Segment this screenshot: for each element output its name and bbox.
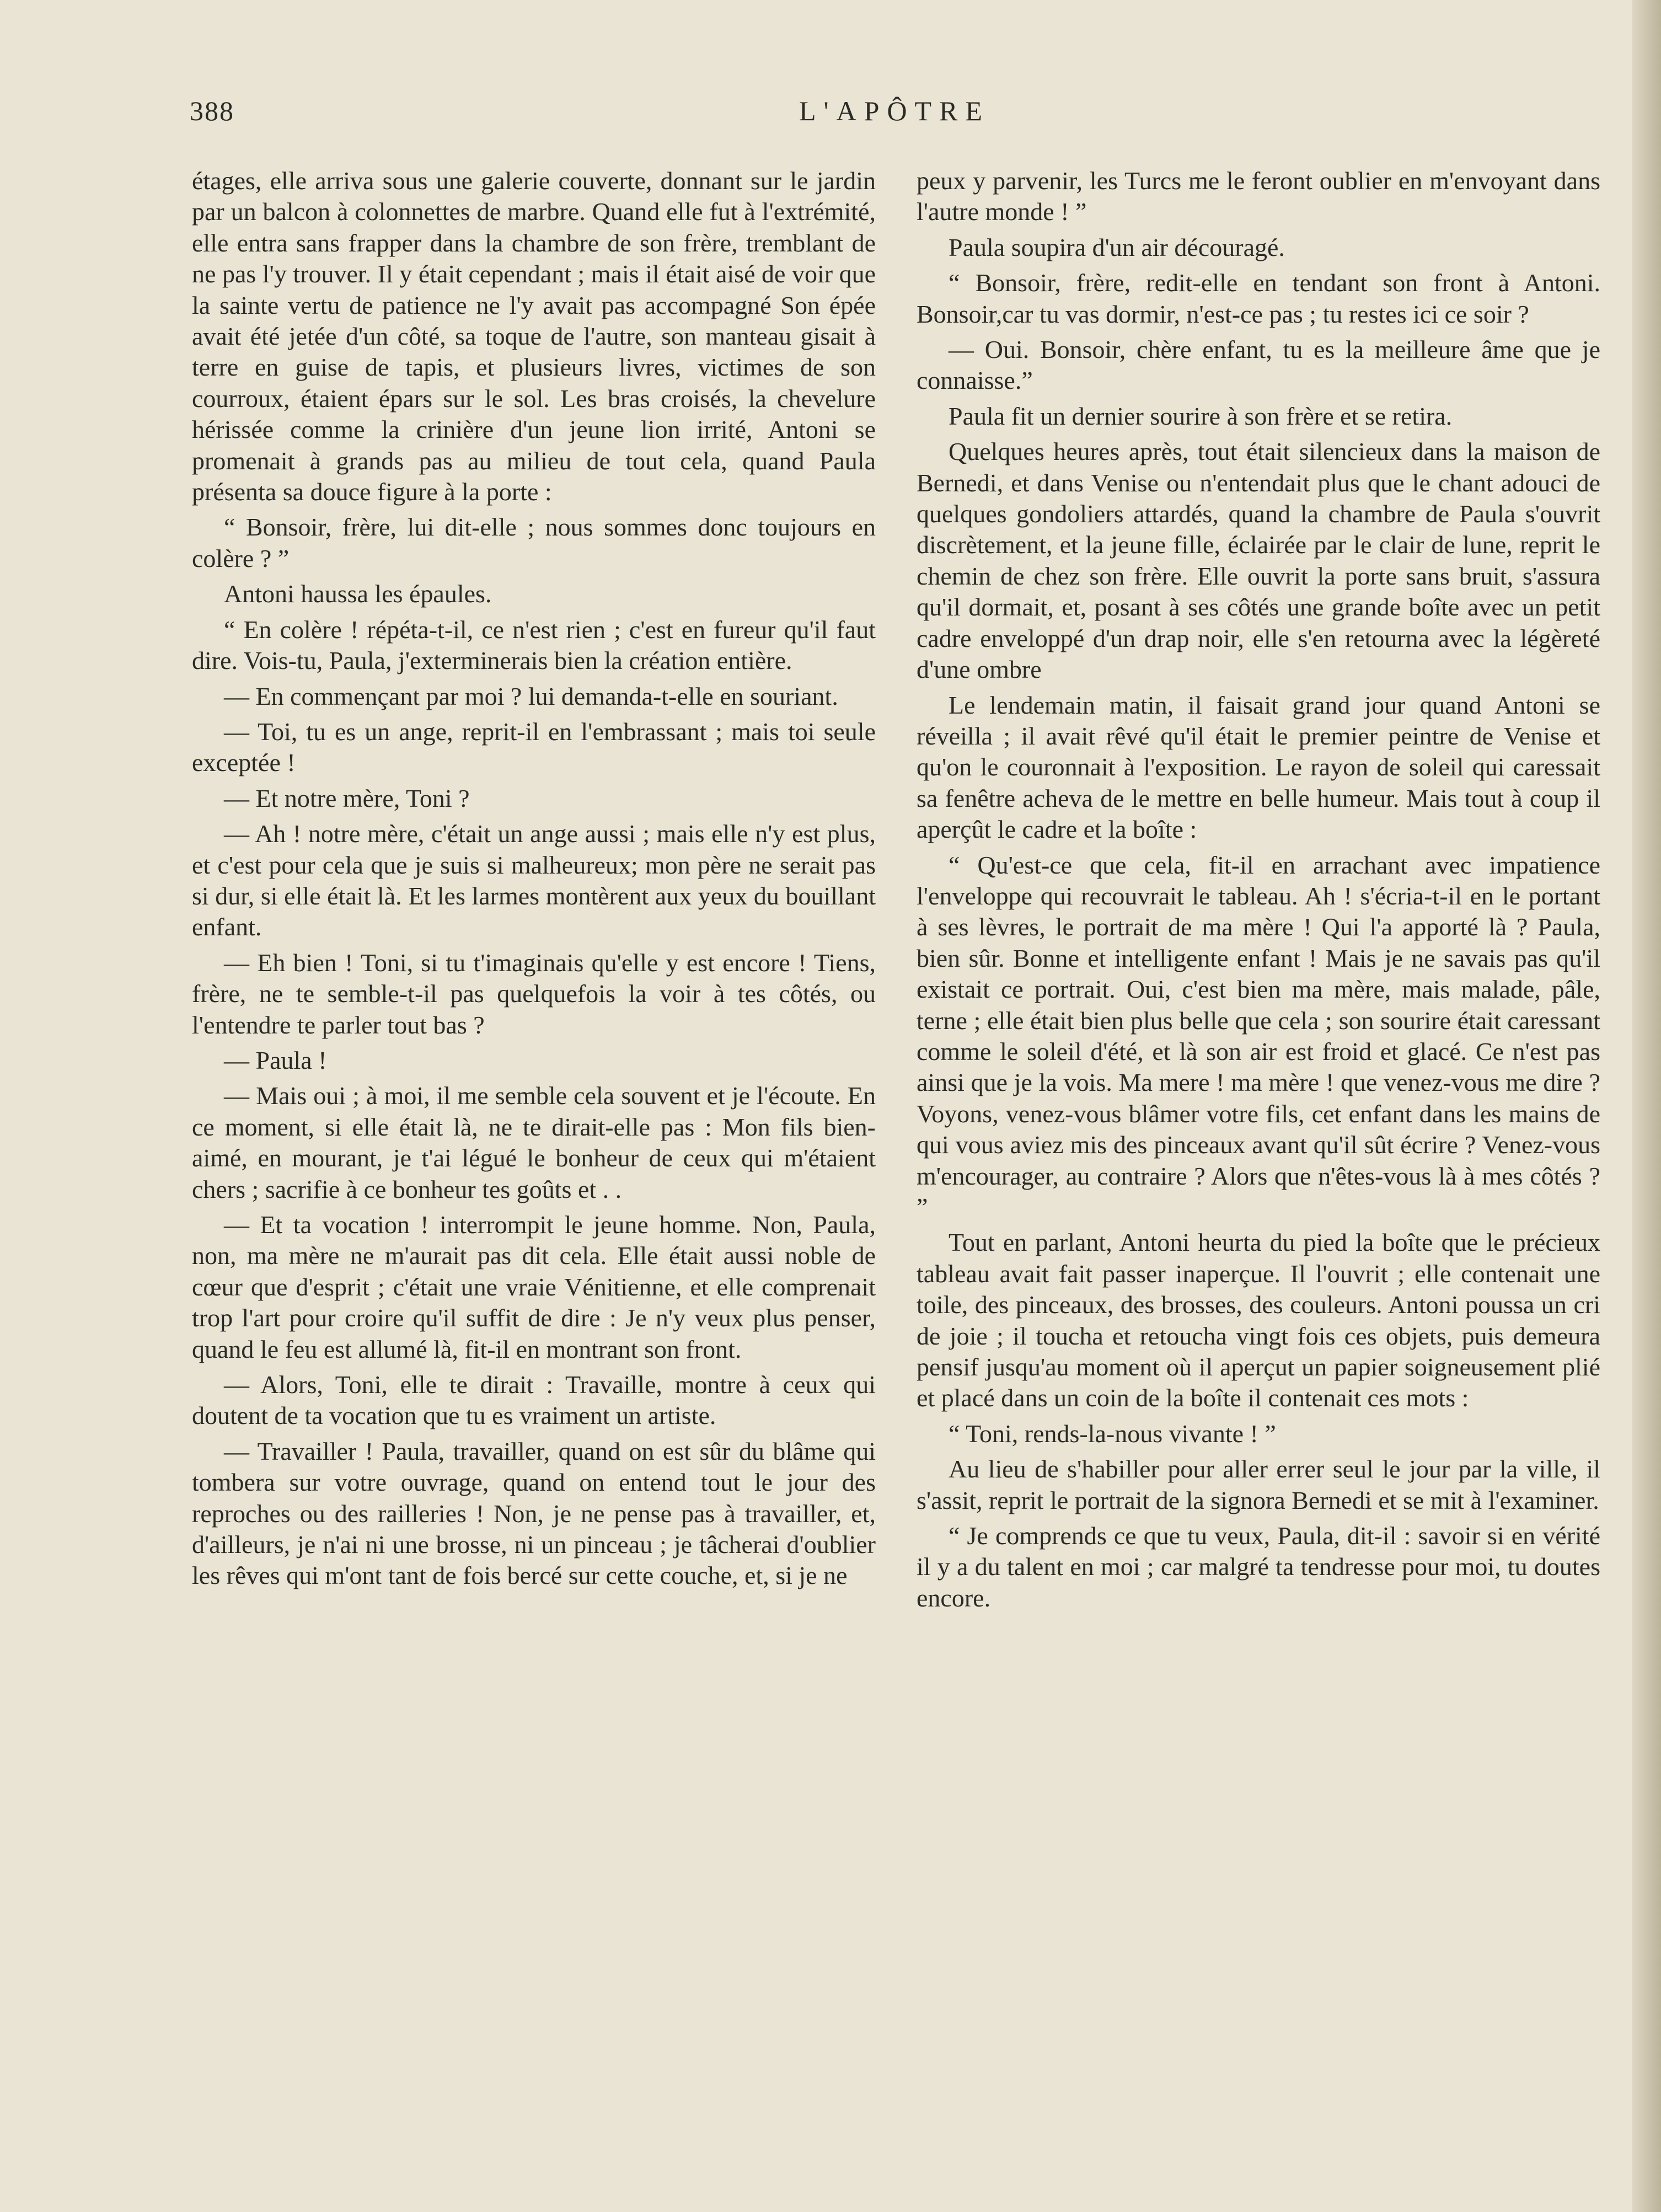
paragraph: — Ah ! notre mère, c'était un ange aussi ; mais elle n'y est plus, et c'est pour cela que je suis si malheureux; mon père ne serait pas si dur, si elle était là. Et les larmes montèrent aux yeux du bouillant enfant. <box>192 820 876 941</box>
paragraph: — Travailler ! Paula, travailler, quand on est sûr du blâme qui tombera sur votre ouvrage, quand on entend tout le jour des reproches ou des railleries ! Non, je ne pense pas à travailler, et, d'ailleurs, je n'ai ni une brosse, ni un pinceau ; je tâcherai d'oublier les rêves qui m'ont tant de fois bercé sur cette couche, et, si je ne <box>192 1437 876 1590</box>
paragraph: Quelques heures après, tout était silencieux dans la maison de Bernedi, et dans Venise ou n'entendait plus que le chant adouci de quelques gondoliers attardés, quand la chambre de Paula s'ouvrit discrètement, et la jeune fille, éclairée par le clair de lune, reprit le chemin de chez son frère. Elle ouvrit la porte sans bruit, s'assura qu'il dormait, et, posant à ses côtés une grande boîte avec un petit cadre enveloppé d'un drap noir, elle s'en retourna avec la légèreté d'une ombre <box>917 437 1600 684</box>
paragraph: peux y parvenir, les Turcs me le feront oublier en m'envoyant dans l'autre monde ! ” <box>917 167 1600 226</box>
paragraph: “ Bonsoir, frère, redit-elle en tendant son front à Antoni. Bonsoir,car tu vas dormir, n'est-ce pas ; tu restes ici ce soir ? <box>917 269 1600 328</box>
paragraph: — Eh bien ! Toni, si tu t'imaginais qu'elle y est encore ! Tiens, frère, ne te semble-t-il pas quelquefois la voir à tes côtés, ou l'entendre te parler tout bas ? <box>192 948 876 1039</box>
paragraph: “ Qu'est-ce que cela, fit-il en arrachant avec impatience l'enveloppe qui recouvrait le tableau. Ah ! s'écria-t-il en le portant à ses lèvres, le portrait de ma mère ! Qui l'a apporté là ? Paula, bien sûr. Bonne et intelligente enfant ! Mais je ne savais pas qu'il existait ce portrait. Oui, c'est bien ma mère, mais malade, pâle, terne ; elle était bien plus belle que cela ; son sourire était caressant comme le soleil d'été, et là son air est froid et glacé. Ce n'est pas ainsi que je la vois. Ma mere ! ma mère ! que venez-vous me dire ? Voyons, venez-vous blâmer votre fils, cet enfant dans les mains de qui vous aviez mis des pinceaux avant qu'il sût écrire ? Venez-vous m'encourager, au contraire ? Alors que n'êtes-vous là à mes côtés ? ” <box>917 850 1600 1221</box>
paragraph: — Alors, Toni, elle te dirait : Travaille, montre à ceux qui doutent de ta vocation que tu es vraiment un artiste. <box>192 1370 876 1430</box>
paragraph: — Toi, tu es un ange, reprit-il en l'embrassant ; mais toi seule exceptée ! <box>192 717 876 777</box>
page-header <box>190 95 1599 133</box>
page-number: 388 <box>190 95 234 126</box>
paragraph: étages, elle arriva sous une galerie couverte, donnant sur le jardin par un balcon à colonnettes de marbre. Quand elle fut à l'extrémité, elle entra sans frapper dans la chambre de son frère, tremblant de ne pas l'y trouver. Il y était cependant ; mais il était aisé de voir que la sainte vertu de patience ne l'y avait pas accompagné Son épée avait été jetée d'un côté, sa toque de l'autre, son manteau gisait à terre en guise de tapis, et plusieurs livres, victimes de son courroux, étaient épars sur le sol. Les bras croisés, la chevelure hérissée comme la crinière d'un jeune lion irrité, Antoni se promenait à grands pas au milieu de tout cela, quand Paula présenta sa douce figure à la porte : <box>192 167 876 506</box>
paragraph: Tout en parlant, Antoni heurta du pied la boîte que le précieux tableau avait fait passer inaperçue. Il l'ouvrit ; elle contenait une toile, des pinceaux, des brosses, des couleurs. Antoni poussa un cri de joie ; il toucha et retoucha vingt fois ces objets, puis demeura pensif jusqu'au moment où il aperçut un papier soigneusement plié et placé dans un coin de la boîte il contenait ces mots : <box>917 1228 1600 1412</box>
paragraph: — Oui. Bonsoir, chère enfant, tu es la meilleure âme que je connaisse.” <box>917 335 1600 395</box>
paragraph: — En commençant par moi ? lui demanda-t-elle en souriant. <box>224 682 838 710</box>
paragraph: “ Je comprends ce que tu veux, Paula, dit-il : savoir si en vérité il y a du talent en moi ; car malgré ta tendresse pour moi, tu doutes encore. <box>917 1522 1600 1612</box>
paragraph: “ En colère ! répéta-t-il, ce n'est rien ; c'est en fureur qu'il faut dire. Vois-tu, Paula, j'exterminerais bien la création entière. <box>192 615 876 675</box>
page-spine-shadow <box>1632 0 1661 2212</box>
right-column <box>917 165 1600 1614</box>
paragraph: — Et ta vocation ! interrompit le jeune homme. Non, Paula, non, ma mère ne m'aurait pas dit cela. Elle était aussi noble de cœur que d'esprit ; c'était une vraie Vénitienne, et elle comprenait trop l'art pour croire qu'il suffit de dire : Je n'y veux plus penser, quand le feu est allumé là, fit-il en montrant son front. <box>192 1211 876 1363</box>
paragraph: “ Toni, rends-la-nous vivante ! ” <box>949 1419 1276 1448</box>
paragraph: Le lendemain matin, il faisait grand jour quand Antoni se réveilla ; il avait rêvé qu'il était le premier peintre de Venise et qu'on le couronnait à l'exposition. Le rayon de soleil qui caressait sa fenêtre acheva de le mettre en belle humeur. Mais tout à coup il aperçût le cadre et la boîte : <box>917 690 1600 844</box>
paragraph: — Et notre mère, Toni ? <box>224 784 470 812</box>
paragraph: — Mais oui ; à moi, il me semble cela souvent et je l'écoute. En ce moment, si elle était là, ne te dirait-elle pas : Mon fils bien-aimé, en mourant, je t'ai légué le bonheur de ceux qui m'étaient chers ; sacrifie à ce bonheur tes goûts et . . <box>192 1081 876 1203</box>
paragraph: Au lieu de s'habiller pour aller errer seul le jour par la ville, il s'assit, reprit le portrait de la signora Bernedi et se mit à l'examiner. <box>917 1455 1600 1514</box>
left-column <box>192 165 876 1592</box>
paragraph: “ Bonsoir, frère, lui dit-elle ; nous sommes donc toujours en colère ? ” <box>192 513 876 572</box>
paragraph: Paula fit un dernier sourire à son frère et se retira. <box>949 401 1453 430</box>
paragraph: — Paula ! <box>224 1046 327 1074</box>
paragraph: Paula soupira d'un air découragé. <box>949 233 1285 261</box>
running-title: L'APÔTRE <box>799 95 990 126</box>
paragraph: Antoni haussa les épaules. <box>224 580 492 608</box>
